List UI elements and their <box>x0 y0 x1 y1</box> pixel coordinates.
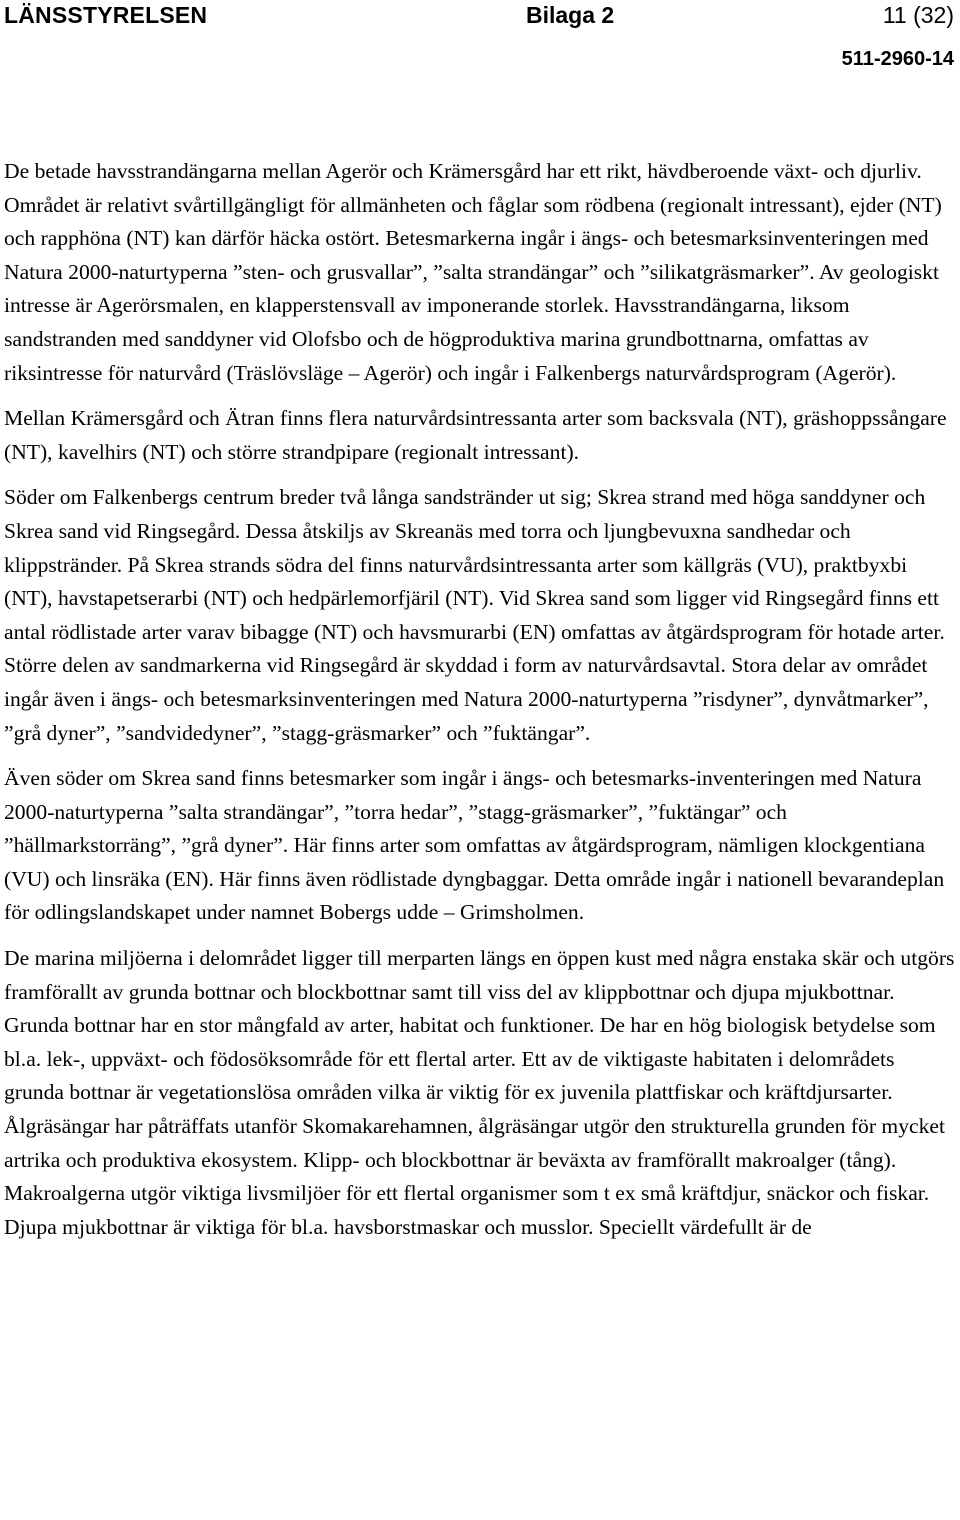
organization-name: LÄNSSTYRELSEN <box>4 2 208 28</box>
page-number: 11 (32) <box>882 2 954 28</box>
paragraph-skrea: Söder om Falkenbergs centrum breder två långa sandstränder ut sig; Skrea strand med höga sanddyner och Skrea sand vid Ringsegård. Dessa åtskiljs av Skreanäs med torra och ljungbevuxna sandhedar och klippstränder. På Skrea strands södra del finns naturvårdsintressanta arter som källgräs (VU), praktbyxbi (NT), havstapetserarbi (NT) och hedpärlemorfjäril (NT). Vid Skrea sand som ligger vid Ringsegård finns ett antal rödlistade arter varav bibagge (NT) och havsmurarbi (EN) omfattas av åtgärdsprogram för hotade arter. Större delen av sandmarkerna vid Ringsegård är skyddad i form av naturvårdsavtal. Stora delar av området ingår även i ängs- och betesmarksinventeringen med Natura 2000-naturtyperna ”risdyner”, dynvåtmarker”, ”grå dyner”, ”sandvidedyner”, ”stagg-gräsmarker” och ”fuktängar”. <box>4 485 945 745</box>
reference-number: 511-2960-14 <box>841 48 954 70</box>
paragraph-ageror: De betade havsstrandängarna mellan Agerör och Krämersgård har ett rikt, hävdberoende växt- och djurliv. Området är relativt svårtillgängligt för allmänheten och fåglar som rödbena (regionalt intressant), ejder (NT) och rapphöna (NT) kan därför häcka ostört. Betesmarkerna ingår i ängs- och betesmarksinventeringen med Natura 2000-naturtyperna ”sten- och grusvallar”, ”salta strandängar” och ”silikatgräsmarker”. Av geologiskt intresse är Agerörsmalen, en klapperstensvall av imponerande storlek. Havsstrandängarna, liksom sandstranden med sanddyner vid Olofsbo och de högproduktiva marina grundbottnarna, omfattas av riksintresse för naturvård (Träslövsläge – Agerör) och ingår i Falkenbergs naturvårdsprogram (Agerör). <box>4 159 942 385</box>
page-header <box>0 0 960 80</box>
paragraph-marine: De marina miljöerna i delområdet ligger till merparten längs en öppen kust med några enstaka skär och utgörs framförallt av grunda bottnar och blockbottnar samt till viss del av klippbottnar och djupa mjukbottnar. Grunda bottnar har en stor mångfald av arter, habitat och funktioner. De har en hög biologisk betydelse som bl.a. lek-, uppväxt- och födosöksområde för ett flertal arter. Ett av de viktigaste habitaten i delområdets grunda bottnar är vegetationslösa områden vilka är viktig för ex juvenila plattfiskar och kräftdjursarter. Ålgräsängar har påträffats utanför Skomakarehamnen, ålgräsängar utgör den strukturella grunden för mycket artrika och produktiva ekosystem. Klipp- och blockbottnar är beväxta av framförallt makroalger (tång). Makroalgerna utgör viktiga livsmiljöer för ett flertal organismer som t ex små kräftdjur, snäckor och fiskar. Djupa mjukbottnar är viktiga för bl.a. havsborstmaskar och musslor. Speciellt värdefullt är de <box>4 946 955 1239</box>
appendix-label: Bilaga 2 <box>526 2 615 28</box>
paragraph-skrea-south: Även söder om Skrea sand finns betesmarker som ingår i ängs- och betesmarks-inventeringen med Natura 2000-naturtyperna ”salta strandängar”, ”torra hedar”, ”stagg-gräsmarker”, ”fuktängar” och ”hällmarkstorräng”, ”grå dyner”. Här finns arter som omfattas av åtgärdsprogram, nämligen klockgentiana (VU) och linsräka (EN). Här finns även rödlistade dyngbaggar. Detta område ingår i nationell bevarandeplan för odlingslandskapet under namnet Bobergs udde – Grimsholmen. <box>4 766 945 925</box>
document-body <box>4 155 956 1256</box>
paragraph-kramersgard: Mellan Krämersgård och Ätran finns flera naturvårdsintressanta arter som backsvala (NT), gräshoppssångare (NT), kavelhirs (NT) och större strandpipare (regionalt intressant). <box>4 406 947 464</box>
